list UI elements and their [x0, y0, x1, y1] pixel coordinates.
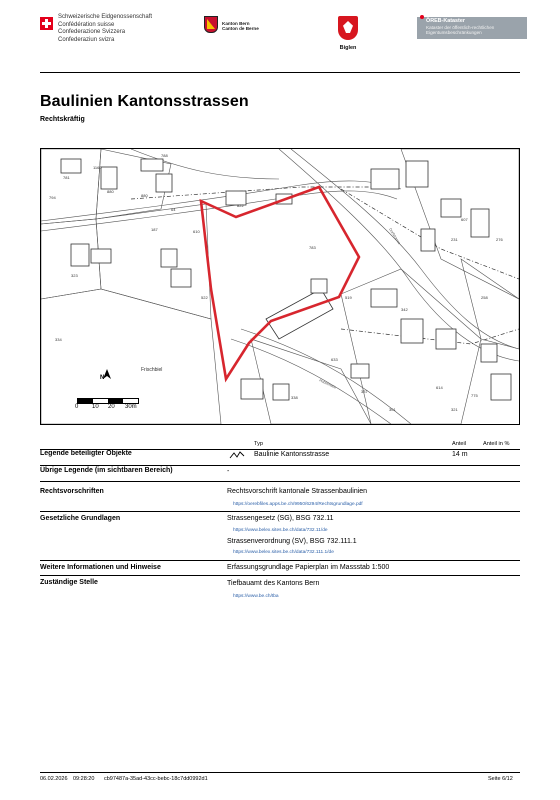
municipality-crest	[338, 16, 358, 40]
legal-basis-text-2: Strassenverordnung (SV), BSG 732.111.1	[227, 538, 357, 545]
scale-segment	[78, 399, 93, 403]
road-line	[41, 191, 397, 231]
legal-basis-label: Gesetzliche Grundlagen	[40, 515, 121, 522]
parcel-outline	[96, 204, 211, 319]
parcel-number: 794	[49, 195, 56, 200]
parcel-outline	[461, 259, 519, 349]
baulinie-legend-icon	[229, 450, 245, 460]
cadastral-map[interactable]	[40, 148, 520, 425]
parcel-number: 781	[63, 175, 70, 180]
building	[241, 379, 263, 399]
legal-basis-link-1[interactable]: https://www.belex.sites.be.ch/data/732.11/de	[233, 528, 328, 533]
other-legend-label: Übrige Legende (im sichtbaren Bereich)	[40, 467, 173, 474]
oreb-subtitle	[426, 25, 494, 35]
building	[406, 161, 428, 187]
building	[311, 279, 327, 293]
canton-de: Kanton Bern	[222, 21, 250, 26]
page-title: Baulinien Kantonsstrassen	[40, 93, 249, 110]
building	[141, 159, 163, 171]
street-label: Dorfstrasse	[388, 227, 402, 246]
other-legend-value: -	[227, 468, 230, 475]
parcel-number: 607	[461, 217, 468, 222]
road-label: Hubelmatte	[318, 378, 337, 390]
building	[156, 174, 172, 192]
footer-divider	[40, 772, 520, 773]
column-header-share: Anteil	[452, 441, 466, 447]
column-header-type: Typ	[254, 441, 264, 447]
building	[273, 384, 289, 400]
building	[481, 344, 497, 362]
parcel-number: 338	[291, 395, 298, 400]
parcel-number: 337	[361, 389, 368, 394]
parcel-number: 334	[55, 337, 62, 342]
responsible-office-label: Zuständige Stelle	[40, 579, 98, 586]
parcel-number: 519	[345, 295, 352, 300]
responsible-office-link[interactable]: https://www.be.ch/tba	[233, 594, 279, 599]
building	[266, 289, 333, 339]
oreb-subtitle-line2: Eigentumsbeschränkungen	[426, 30, 482, 36]
building	[351, 364, 369, 378]
parcel-number: 788	[161, 153, 168, 158]
parcel-number: 775	[471, 393, 478, 398]
building	[371, 289, 397, 307]
building	[171, 269, 191, 287]
parcel-number: 231	[451, 237, 458, 242]
municipality-name: Biglen	[339, 45, 357, 51]
row-divider	[40, 465, 520, 466]
building	[491, 374, 511, 400]
footer-time: 09:28:20	[73, 776, 95, 782]
legal-provisions-label: Rechtsvorschriften	[40, 488, 104, 495]
legal-provisions-text: Rechtsvorschrift kantonale Strassenbaulinien	[227, 488, 368, 495]
scale-label: 10	[92, 404, 99, 410]
legend-baulinie-text: Baulinie Kantonsstrasse	[254, 451, 330, 458]
scale-segment	[108, 399, 123, 403]
legal-basis-link-2[interactable]: https://www.belex.sites.be.ch/data/732.111.1/de	[233, 550, 334, 555]
row-divider	[40, 511, 520, 512]
canton-fr: Canton de Berne	[222, 26, 259, 32]
building	[471, 209, 489, 237]
scale-label: 0	[75, 404, 79, 410]
parcel-number: 522	[201, 295, 208, 300]
footer-date: 06.02.2026	[40, 776, 68, 782]
building	[71, 244, 89, 266]
row-divider	[40, 481, 520, 482]
baulinie-outline	[201, 187, 359, 379]
scale-label: 30m	[125, 404, 137, 410]
canton-bern-crest	[204, 16, 218, 33]
parcel-number: 633	[331, 357, 338, 362]
confederation-it: Confederazione Svizzera	[58, 29, 126, 36]
map-drawing	[41, 149, 519, 424]
footer-page-number: Seite 6/12	[488, 776, 513, 782]
oreb-dot-icon	[420, 15, 424, 19]
parcel-number: 258	[481, 295, 488, 300]
parcel-number: 1160	[93, 165, 102, 170]
parcel-number: 342	[401, 307, 408, 312]
building	[91, 249, 111, 263]
parcel-number: 321	[451, 407, 458, 412]
responsible-office-text: Tiefbauamt des Kantons Bern	[227, 580, 320, 587]
swiss-cross-logo	[40, 17, 53, 30]
header-divider	[40, 72, 520, 73]
further-info-text: Erfassungsgrundlage Papierplan im Massstab 1:500	[227, 564, 390, 571]
oreb-subtitle-line1: Kataster der öffentlich-rechtlichen	[426, 25, 495, 30]
parcel-number: 880	[107, 189, 114, 194]
parcel-outline	[341, 269, 481, 424]
legal-status: Rechtskräftig	[40, 116, 85, 123]
legend-share-value: 14 m	[452, 451, 468, 458]
building	[371, 169, 399, 189]
building	[401, 319, 423, 343]
confederation-names	[58, 14, 152, 44]
parcel-number: 301	[389, 407, 396, 412]
row-divider	[40, 560, 520, 561]
legal-provisions-link[interactable]: https://oerebfiles.apps.be.ch/9950/6294/Rechtsgrundlage.pdf	[233, 502, 363, 507]
building	[421, 229, 435, 251]
parcel-number: 187	[151, 227, 158, 232]
row-divider	[40, 575, 520, 576]
building	[441, 199, 461, 217]
legend-objects-label: Legende beteiligter Objekte	[40, 450, 132, 457]
place-label: Frischbiel	[141, 367, 163, 373]
building	[436, 329, 456, 349]
north-label: N	[100, 375, 105, 381]
further-info-label: Weitere Informationen und Hinweise	[40, 564, 161, 571]
scale-label: 20	[108, 404, 115, 410]
parcel-number: 783	[309, 245, 316, 250]
footer-document-id: cb97487a-35ad-43cc-bebc-18c7dd0992d1	[104, 776, 208, 782]
column-header-percent: Anteil in %	[483, 441, 510, 447]
legal-basis-text-1: Strassengesetz (SG), BSG 732.11	[227, 515, 334, 522]
parcel-number: 610	[193, 229, 200, 234]
parcel-number: 614	[436, 385, 443, 390]
building	[61, 159, 81, 173]
oreb-title: ÖREB-Kataster	[426, 18, 465, 24]
canton-name	[222, 21, 259, 32]
parcel-number: 880	[141, 193, 148, 198]
road-line	[241, 329, 411, 424]
confederation-de: Schweizerische Eidgenossenschaft	[58, 14, 153, 20]
confederation-fr: Confédération suisse	[58, 21, 115, 28]
parcel-number: 822	[237, 203, 244, 208]
building	[101, 167, 117, 189]
parcel-number: 323	[71, 273, 78, 278]
building	[161, 249, 177, 267]
confederation-rm: Confederaziun svizra	[58, 36, 115, 43]
parcel-number: 64	[171, 207, 176, 212]
parcel-number: 276	[496, 237, 503, 242]
